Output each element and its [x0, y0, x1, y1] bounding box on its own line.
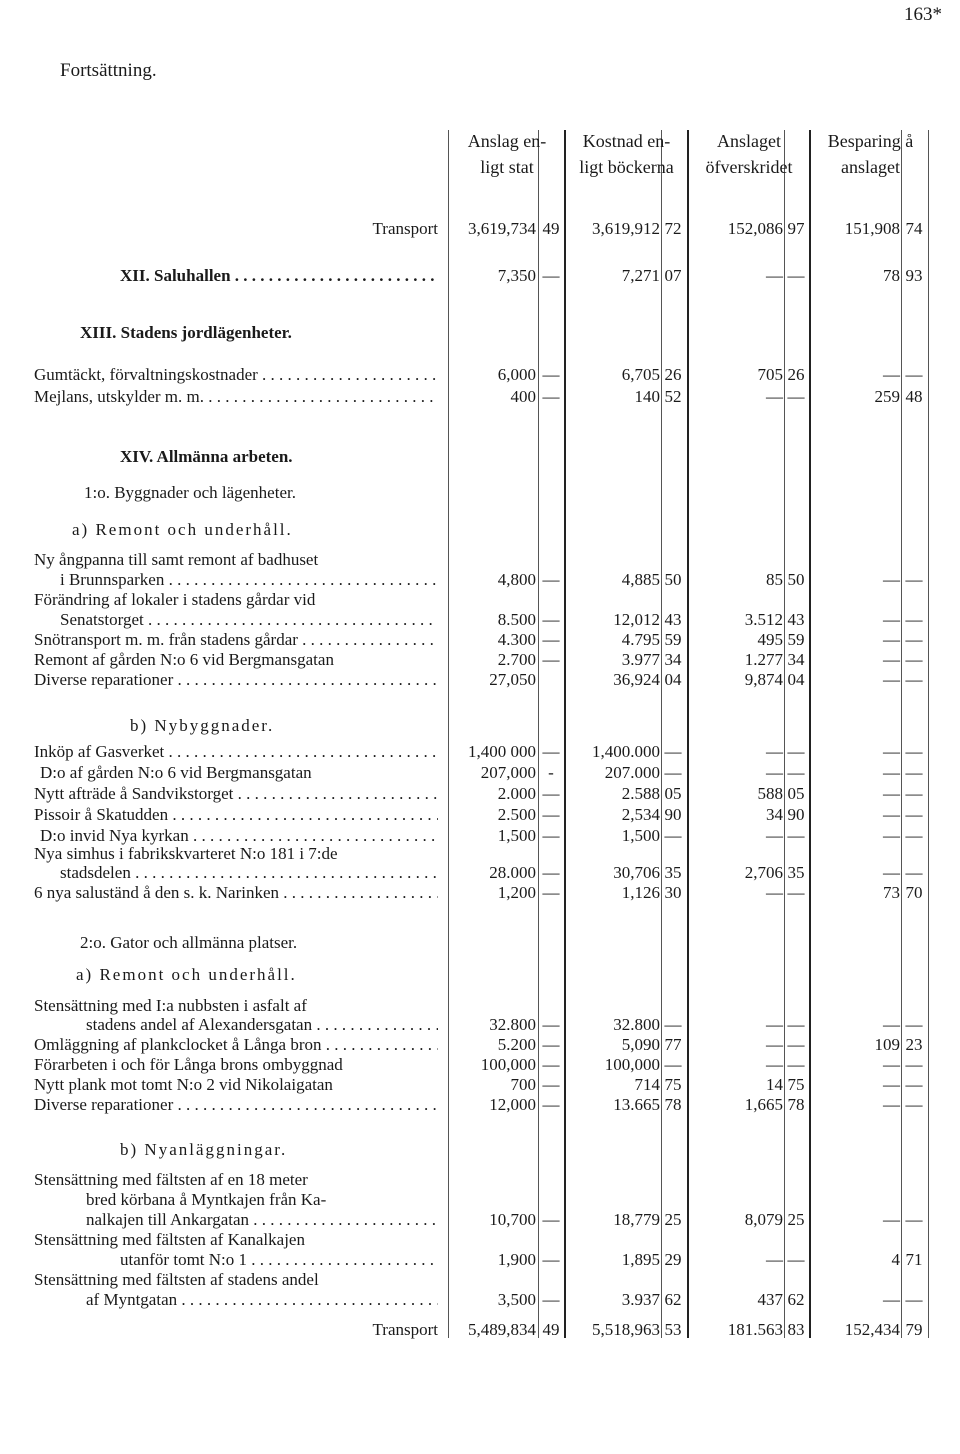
cell-overskridet-cents: 04	[787, 670, 805, 689]
cell-kostnad-cents: 04	[664, 670, 682, 689]
cell-besparing: 151,908	[844, 219, 900, 238]
cell-besparing: —	[883, 630, 900, 649]
cell-anslag: 400	[510, 387, 536, 406]
cell-besparing: 73	[883, 883, 900, 902]
cell-besparing-cents: —	[905, 763, 923, 782]
cell-kostnad: 140	[634, 387, 660, 406]
cell-besparing: —	[883, 1055, 900, 1074]
cell-kostnad: 4,885	[621, 570, 660, 589]
cell-besparing: 4	[891, 1250, 900, 1269]
row-label: Remont af gården N:o 6 vid Bergmansgatan	[34, 650, 334, 669]
cell-overskridet: 14	[766, 1075, 783, 1094]
cell-anslag-cents: —	[542, 1075, 560, 1094]
cell-kostnad: 207.000	[604, 763, 660, 782]
cell-besparing-cents: 23	[905, 1035, 923, 1054]
table-row	[0, 1289, 960, 1311]
cell-anslag: 3,619,734	[468, 219, 536, 238]
cell-overskridet: 8,079	[744, 1210, 783, 1229]
cell-overskridet: 495	[757, 630, 783, 649]
cell-kostnad-cents: 25	[664, 1210, 682, 1229]
cell-besparing-cents: —	[905, 365, 923, 384]
cell-anslag-cents: —	[542, 630, 560, 649]
cell-anslag-cents: —	[542, 883, 560, 902]
cell-besparing: 78	[883, 266, 900, 285]
header-anslag: Anslag en- ligt stat	[467, 131, 547, 177]
cell-anslag: 2.700	[497, 650, 536, 669]
cell-kostnad: 18,779	[613, 1210, 660, 1229]
cell-anslag-cents: -	[548, 763, 554, 782]
cell-besparing: —	[883, 784, 900, 803]
cell-overskridet: 3.512	[744, 610, 783, 629]
cell-kostnad: 2,534	[621, 805, 660, 824]
cell-anslag-cents: —	[542, 610, 560, 629]
cell-overskridet: 85	[766, 570, 783, 589]
table-row	[0, 386, 960, 408]
cell-anslag-cents: —	[542, 570, 560, 589]
cell-besparing: 259	[874, 387, 900, 406]
cell-anslag-cents: —	[542, 1035, 560, 1054]
column-rule	[538, 130, 539, 1338]
row-label: Omläggning af plankclocket å Långa bron . . .	[34, 1034, 438, 1056]
cell-kostnad-cents: 34	[664, 650, 682, 669]
table-row	[0, 669, 960, 691]
cell-overskridet: —	[766, 266, 783, 285]
cell-overskridet-cents: —	[787, 1015, 805, 1034]
cell-overskridet-cents: 78	[787, 1095, 805, 1114]
cell-kostnad-cents: 05	[664, 784, 682, 803]
cell-besparing: —	[883, 650, 900, 669]
cell-besparing-cents: —	[905, 650, 923, 669]
cell-besparing: —	[883, 1075, 900, 1094]
table-row	[0, 1269, 960, 1291]
cell-overskridet: —	[766, 826, 783, 845]
row-label: 6 nya saluständ å den s. k. Narinken . . .	[34, 882, 438, 904]
row-label: Snötransport m. m. från stadens gårdar . . .	[34, 629, 438, 651]
cell-kostnad: 30,706	[613, 863, 660, 882]
table-row	[0, 1094, 960, 1116]
cell-anslag: 1,500	[497, 826, 536, 845]
cell-overskridet-cents: 50	[787, 570, 805, 589]
cell-overskridet-cents: 83	[787, 1320, 805, 1339]
row-label: Nya simhus i fabrikskvarteret N:o 181 i 7:de	[34, 844, 338, 863]
cell-kostnad-cents: —	[664, 763, 682, 782]
cell-anslag: 5,489,834	[468, 1320, 536, 1339]
row-label: Transport	[372, 219, 438, 238]
cell-anslag: 32.800	[489, 1015, 536, 1034]
header-besparing: Besparing å anslaget	[827, 131, 914, 177]
cell-besparing-cents: —	[905, 863, 923, 882]
cell-anslag-cents: —	[542, 1055, 560, 1074]
cell-besparing-cents: —	[905, 1055, 923, 1074]
table-row	[0, 629, 960, 651]
table-row	[0, 862, 960, 884]
table-row	[0, 1319, 960, 1341]
table-row	[0, 549, 960, 571]
cell-overskridet-cents: —	[787, 883, 805, 902]
cell-overskridet-cents: —	[787, 387, 805, 406]
cell-kostnad: 1,500	[621, 826, 660, 845]
cell-anslag-cents: —	[542, 387, 560, 406]
cell-anslag: 3,500	[497, 1290, 536, 1309]
cell-overskridet: 588	[757, 784, 783, 803]
cell-besparing-cents: —	[905, 1095, 923, 1114]
cell-kostnad-cents: 53	[664, 1320, 682, 1339]
cell-overskridet: 705	[757, 365, 783, 384]
cell-anslag-cents: —	[542, 1015, 560, 1034]
row-label: Pissoir å Skatudden . . .	[34, 804, 438, 826]
row-label: Stensättning med I:a nubbsten i asfalt af	[34, 996, 307, 1015]
table-row	[0, 218, 960, 240]
cell-overskridet: 1,665	[744, 1095, 783, 1114]
cell-kostnad-cents: —	[664, 1055, 682, 1074]
cell-anslag-cents: —	[542, 1290, 560, 1309]
cell-anslag: 8.500	[497, 610, 536, 629]
row-label: D:o af gården N:o 6 vid Bergmansgatan	[40, 763, 312, 782]
cell-anslag: 28.000	[489, 863, 536, 882]
cell-besparing: —	[883, 1290, 900, 1309]
cell-overskridet-cents: —	[787, 1250, 805, 1269]
cell-besparing: —	[883, 805, 900, 824]
cell-besparing: —	[883, 1210, 900, 1229]
cell-kostnad-cents: 59	[664, 630, 682, 649]
cell-anslag: 1,900	[497, 1250, 536, 1269]
table-row	[0, 589, 960, 611]
cell-kostnad: 1,126	[621, 883, 660, 902]
column-rule	[784, 130, 785, 1338]
header-kostnad: Kostnad en- ligt böckerna	[579, 131, 674, 177]
cell-overskridet-cents: 43	[787, 610, 805, 629]
row-label: nalkajen till Ankargatan . . .	[86, 1209, 438, 1231]
column-rule	[448, 130, 449, 1338]
cell-overskridet: —	[766, 1250, 783, 1269]
cell-anslag: 2.500	[497, 805, 536, 824]
cell-overskridet-cents: —	[787, 266, 805, 285]
cell-besparing-cents: —	[905, 805, 923, 824]
cell-besparing: —	[883, 826, 900, 845]
table-row	[0, 265, 960, 287]
cell-overskridet: 152,086	[727, 219, 783, 238]
cell-kostnad-cents: 52	[664, 387, 682, 406]
row-label: Inköp af Gasverket . . .	[34, 741, 438, 763]
cell-kostnad-cents: —	[664, 1015, 682, 1034]
cell-anslag: 10,700	[489, 1210, 536, 1229]
row-label: Transport	[372, 1320, 438, 1339]
row-label: Diverse reparationer . . .	[34, 1094, 438, 1116]
cell-overskridet-cents: 05	[787, 784, 805, 803]
cell-besparing-cents: —	[905, 1015, 923, 1034]
cell-overskridet: —	[766, 1055, 783, 1074]
subsection-1: 1:o. Byggnader och lägenheter.	[84, 483, 296, 502]
cell-anslag: 6,000	[497, 365, 536, 384]
row-label: Nytt plank mot tomt N:o 2 vid Nikolaigatan	[34, 1075, 333, 1094]
cell-kostnad-cents: 43	[664, 610, 682, 629]
row-label: D:o invid Nya kyrkan . . .	[40, 825, 438, 847]
cell-overskridet-cents: 34	[787, 650, 805, 669]
row-label: stadsdelen . . .	[60, 862, 438, 884]
row-label: af Myntgatan . . .	[86, 1289, 438, 1311]
page-number: 163*	[904, 4, 942, 25]
subsection-2b: b) Nyanläggningar.	[120, 1140, 288, 1159]
table-row	[0, 1169, 960, 1191]
table-row	[0, 1189, 960, 1211]
cell-anslag-cents: —	[542, 863, 560, 882]
cell-anslag-cents: —	[542, 1250, 560, 1269]
cell-kostnad: 32.800	[613, 1015, 660, 1034]
cell-besparing: —	[883, 763, 900, 782]
cell-overskridet-cents: —	[787, 742, 805, 761]
cell-overskridet: 34	[766, 805, 783, 824]
cell-anslag: 27,050	[489, 670, 536, 689]
cell-anslag: 5.200	[497, 1035, 536, 1054]
cell-besparing-cents: 70	[905, 883, 923, 902]
column-rule	[809, 130, 811, 1338]
cell-overskridet-cents: 90	[787, 805, 805, 824]
cell-kostnad: 7,271	[621, 266, 660, 285]
column-rule	[928, 130, 929, 1338]
cell-kostnad: 4.795	[621, 630, 660, 649]
cell-kostnad-cents: 07	[664, 266, 682, 285]
header-overskridet: Anslaget öfverskridet	[705, 131, 793, 177]
table-row	[0, 741, 960, 763]
cell-besparing: —	[883, 1095, 900, 1114]
cell-besparing-cents: 79	[905, 1320, 923, 1339]
cell-kostnad: 714	[634, 1075, 660, 1094]
table-row	[0, 882, 960, 904]
cell-overskridet-cents: —	[787, 1055, 805, 1074]
table-row	[0, 804, 960, 826]
table-row	[0, 1209, 960, 1231]
cell-besparing-cents: —	[905, 784, 923, 803]
cell-kostnad-cents: 62	[664, 1290, 682, 1309]
cell-kostnad: 12,012	[613, 610, 660, 629]
table-row	[0, 1074, 960, 1096]
cell-besparing-cents: 74	[905, 219, 923, 238]
subsection-2a: a) Remont och underhåll.	[76, 965, 297, 984]
row-label: Förändring af lokaler i stadens gårdar vid	[34, 590, 316, 609]
cell-besparing-cents: 71	[905, 1250, 923, 1269]
cell-overskridet: 181.563	[727, 1320, 783, 1339]
cell-kostnad: 1,400.000	[592, 742, 660, 761]
cell-kostnad-cents: 26	[664, 365, 682, 384]
cell-besparing-cents: —	[905, 670, 923, 689]
table-row	[0, 783, 960, 805]
cell-anslag-cents: 49	[542, 219, 560, 238]
cell-besparing-cents: —	[905, 742, 923, 761]
cell-anslag: 1,200	[497, 883, 536, 902]
column-rule	[687, 130, 689, 1338]
row-label: Stensättning med fältsten af en 18 meter	[34, 1170, 308, 1189]
cell-kostnad-cents: 72	[664, 219, 682, 238]
cell-anslag-cents: —	[542, 826, 560, 845]
cell-kostnad: 13.665	[613, 1095, 660, 1114]
cell-kostnad-cents: 90	[664, 805, 682, 824]
cell-anslag: 7,350	[497, 266, 536, 285]
cell-besparing: —	[883, 610, 900, 629]
cell-overskridet-cents: 35	[787, 863, 805, 882]
cell-kostnad-cents: 50	[664, 570, 682, 589]
cell-besparing-cents: —	[905, 1210, 923, 1229]
row-label: bred körbana å Myntkajen från Ka-	[86, 1190, 327, 1209]
row-label: Diverse reparationer . . .	[34, 669, 438, 691]
subsection-2: 2:o. Gator och allmänna platser.	[80, 933, 298, 952]
cell-overskridet-cents: —	[787, 826, 805, 845]
cell-kostnad: 36,924	[613, 670, 660, 689]
cell-anslag-cents: —	[542, 805, 560, 824]
cell-overskridet-cents: 59	[787, 630, 805, 649]
row-label: Ny ångpanna till samt remont af badhuset	[34, 550, 319, 569]
cell-anslag-cents: —	[542, 650, 560, 669]
table-row	[0, 1014, 960, 1036]
cell-besparing: —	[883, 570, 900, 589]
cell-kostnad: 1,895	[621, 1250, 660, 1269]
cell-besparing-cents: —	[905, 826, 923, 845]
row-label: Gumtäckt, förvaltningskostnader . . .	[34, 364, 438, 386]
cell-overskridet-cents: 25	[787, 1210, 805, 1229]
cell-besparing-cents: —	[905, 610, 923, 629]
cell-anslag-cents: —	[542, 784, 560, 803]
cell-besparing-cents: 48	[905, 387, 923, 406]
column-rule	[901, 130, 902, 1338]
cell-besparing-cents: 93	[905, 266, 923, 285]
cell-besparing-cents: —	[905, 1290, 923, 1309]
cell-anslag: 4,800	[497, 570, 536, 589]
cell-kostnad-cents: 29	[664, 1250, 682, 1269]
table-row	[0, 1054, 960, 1076]
cell-overskridet: 437	[757, 1290, 783, 1309]
cell-kostnad-cents: 35	[664, 863, 682, 882]
cell-overskridet: 1.277	[744, 650, 783, 669]
section-xii: XII. Saluhallen . . .	[120, 265, 438, 287]
cell-kostnad: 3,619,912	[592, 219, 660, 238]
cell-overskridet: —	[766, 387, 783, 406]
cell-anslag-cents: —	[542, 742, 560, 761]
cell-kostnad-cents: —	[664, 826, 682, 845]
table-row	[0, 1034, 960, 1056]
subsection-1a: a) Remont och underhåll.	[72, 520, 293, 539]
row-label: Senatstorget . . .	[60, 609, 438, 631]
cell-besparing: 152,434	[844, 1320, 900, 1339]
table-row	[0, 364, 960, 386]
cell-besparing: —	[883, 863, 900, 882]
cell-overskridet: 9,874	[744, 670, 783, 689]
cell-anslag-cents: —	[542, 1210, 560, 1229]
cell-overskridet-cents: 26	[787, 365, 805, 384]
cell-anslag: 12,000	[489, 1095, 536, 1114]
cell-kostnad: 100,000	[604, 1055, 660, 1074]
cell-anslag: 100,000	[480, 1055, 536, 1074]
column-rule	[661, 130, 662, 1338]
cell-overskridet-cents: —	[787, 1035, 805, 1054]
row-label: Stensättning med fältsten af stadens andel	[34, 1270, 319, 1289]
cell-besparing-cents: —	[905, 570, 923, 589]
section-xiv: XIV. Allmänna arbeten.	[120, 447, 293, 466]
cell-overskridet: —	[766, 1015, 783, 1034]
cell-overskridet-cents: 62	[787, 1290, 805, 1309]
cell-besparing-cents: —	[905, 1075, 923, 1094]
cell-kostnad: 6,705	[621, 365, 660, 384]
cell-kostnad: 2.588	[621, 784, 660, 803]
cell-kostnad-cents: 78	[664, 1095, 682, 1114]
cell-anslag-cents: —	[542, 365, 560, 384]
cell-anslag-cents: 49	[542, 1320, 560, 1339]
table-row	[0, 569, 960, 591]
cell-besparing-cents: —	[905, 630, 923, 649]
cell-besparing: —	[883, 670, 900, 689]
cell-kostnad: 3.977	[621, 650, 660, 669]
cell-anslag: 4.300	[497, 630, 536, 649]
cell-overskridet: —	[766, 883, 783, 902]
row-label: stadens andel af Alexandersgatan . . .	[86, 1014, 438, 1036]
section-xiii: XIII. Stadens jordlägenheter.	[80, 323, 292, 342]
table-row	[0, 1229, 960, 1251]
cell-overskridet-cents: 97	[787, 219, 805, 238]
cell-overskridet-cents: —	[787, 763, 805, 782]
continuation-heading: Fortsättning.	[60, 60, 157, 81]
table-row	[0, 1249, 960, 1271]
cell-anslag: 700	[510, 1075, 536, 1094]
subsection-1b: b) Nybyggnader.	[130, 716, 275, 735]
cell-overskridet: —	[766, 763, 783, 782]
table-row	[0, 609, 960, 631]
row-label: i Brunnsparken . . .	[60, 569, 438, 591]
table-row	[0, 762, 960, 784]
cell-overskridet: —	[766, 1035, 783, 1054]
table-row	[0, 649, 960, 671]
cell-anslag: 207,000	[480, 763, 536, 782]
row-label: Förarbeten i och för Långa brons ombyggnad	[34, 1055, 343, 1074]
cell-kostnad-cents: —	[664, 742, 682, 761]
row-label: Mejlans, utskylder m. m. . . .	[34, 386, 438, 408]
cell-overskridet-cents: 75	[787, 1075, 805, 1094]
column-rule	[564, 130, 566, 1338]
cell-kostnad-cents: 30	[664, 883, 682, 902]
cell-kostnad-cents: 77	[664, 1035, 682, 1054]
cell-besparing: —	[883, 742, 900, 761]
cell-kostnad: 5,090	[621, 1035, 660, 1054]
cell-besparing: —	[883, 1015, 900, 1034]
cell-besparing: —	[883, 365, 900, 384]
cell-anslag-cents: —	[542, 266, 560, 285]
cell-besparing: 109	[874, 1035, 900, 1054]
cell-kostnad: 5,518,963	[592, 1320, 660, 1339]
cell-kostnad-cents: 75	[664, 1075, 682, 1094]
cell-overskridet: —	[766, 742, 783, 761]
cell-anslag-cents: —	[542, 1095, 560, 1114]
cell-anslag: 2.000	[497, 784, 536, 803]
row-label: Nytt afträde å Sandvikstorget . . .	[34, 783, 438, 805]
cell-anslag: 1,400 000	[468, 742, 536, 761]
cell-overskridet: 2,706	[744, 863, 783, 882]
row-label: utanför tomt N:o 1 . . .	[120, 1249, 438, 1271]
row-label: Stensättning med fältsten af Kanalkajen	[34, 1230, 305, 1249]
cell-kostnad: 3.937	[621, 1290, 660, 1309]
